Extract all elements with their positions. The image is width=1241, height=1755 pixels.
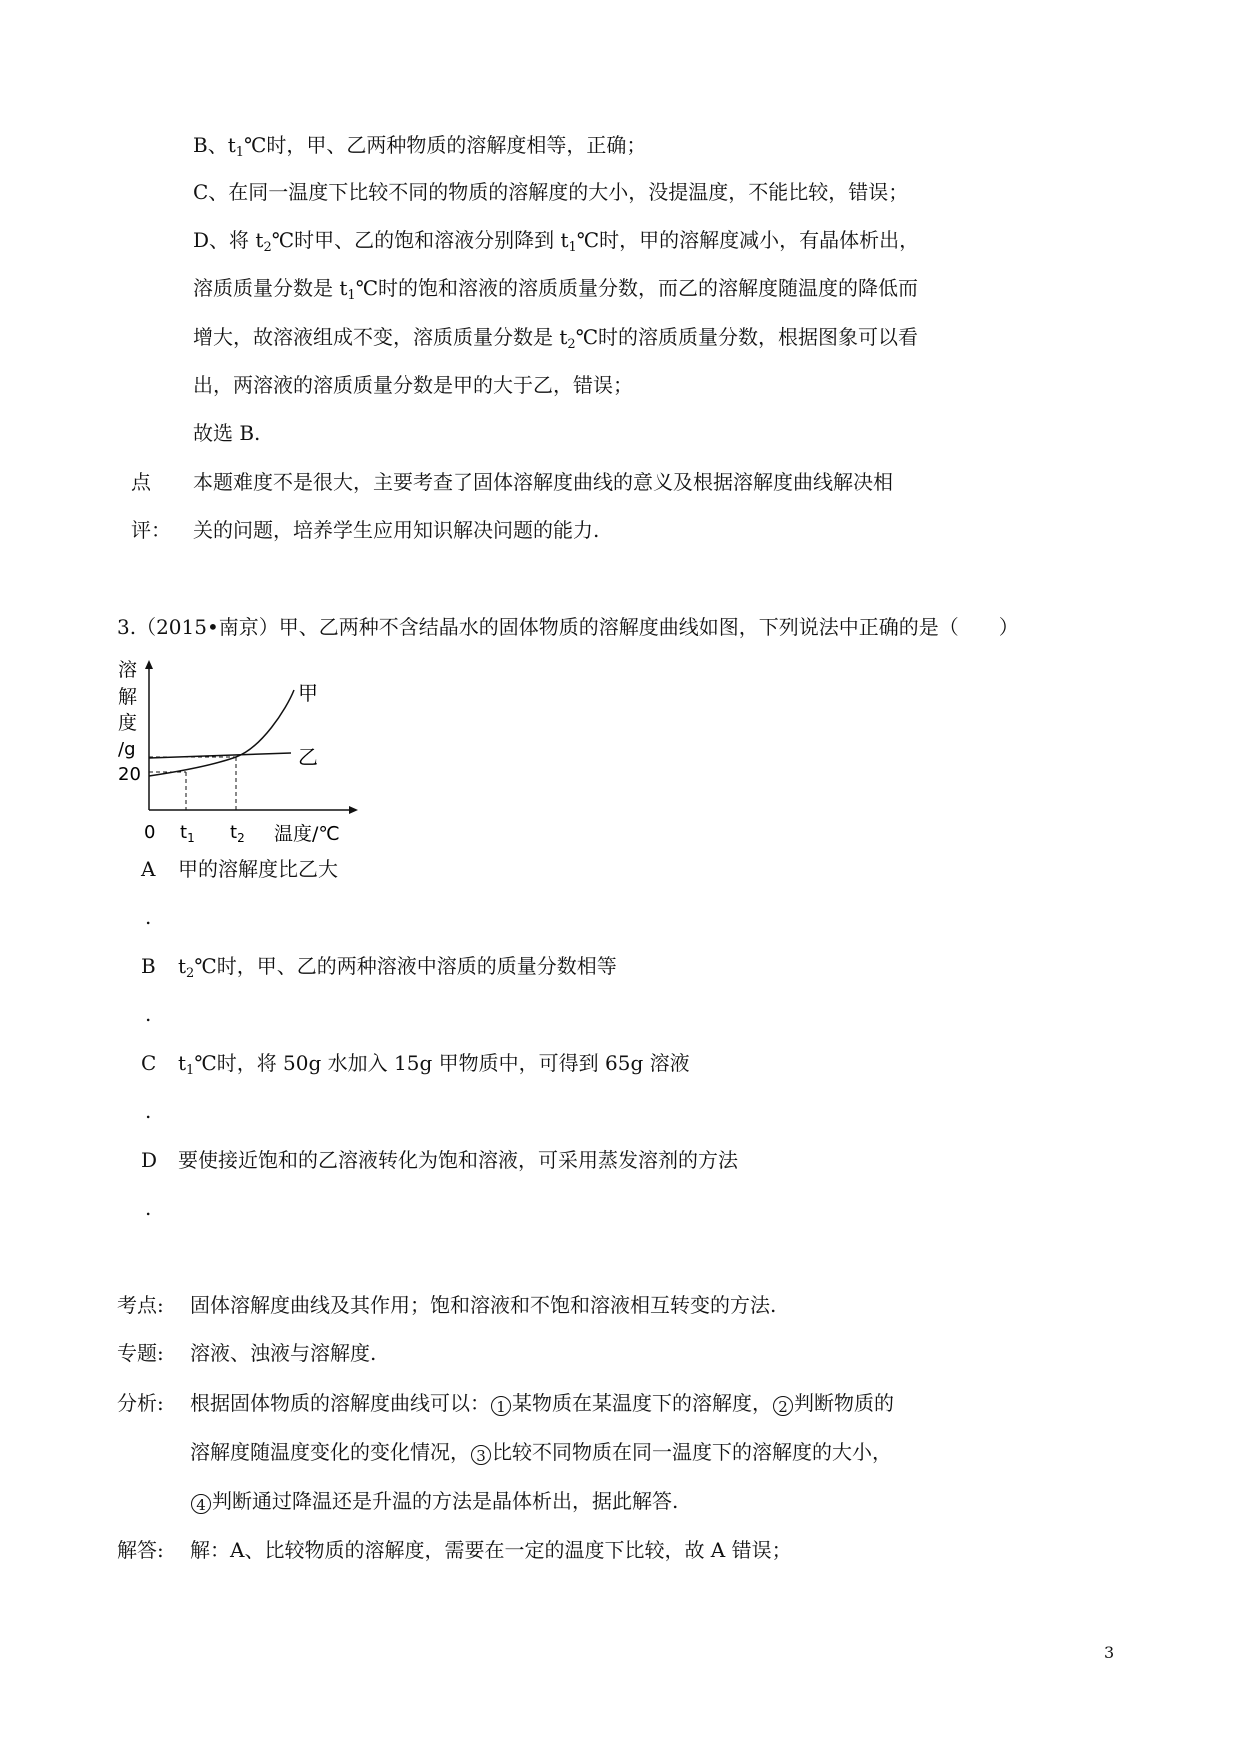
curve-jia [149,690,294,776]
y-label-2: 解 [118,686,138,708]
y-label-3: 度 [118,712,138,734]
solubility-figure [116,660,366,860]
solubility-chart-svg [116,660,366,860]
solution-line-b: B、$t_1℃$时，甲、乙两种物质的溶解度相等，正确； [193,133,647,160]
option-b-dot: . [145,1002,152,1026]
circled-3: 3 [471,1445,491,1465]
circled-4: 4 [191,1494,211,1514]
zhuanti-text: 溶液、浊液与溶解度. [190,1341,377,1365]
option-b-letter: B [141,954,156,978]
solution-line-d3: 增大，故溶液组成不变，溶质质量分数是 $t_2℃$时的溶质质量分数，根据图象可以看 [193,325,919,352]
option-a-letter: A [141,857,156,881]
jieda-text: 解：A、比较物质的溶解度，需要在一定的温度下比较，故 A 错误； [190,1538,792,1562]
option-b-text: $t_2℃$时，甲、乙的两种溶液中溶质的质量分数相等 [178,954,617,981]
option-c-text: $t_1℃$时，将 50g 水加入 15g 甲物质中，可得到 65g 溶液 [178,1051,690,1078]
option-d-dot: . [145,1196,152,1220]
y-label-4: /g [118,739,136,760]
x-axis-label: 温度/℃ [274,823,340,845]
kaodian-label: 考点: [117,1293,164,1317]
kaodian-text: 固体溶解度曲线及其作用；饱和溶液和不饱和溶液相互转变的方法. [190,1293,777,1317]
question-stem: 3.（2015•南京）甲、乙两种不含结晶水的固体物质的溶解度曲线如图，下列说法中正确的是（ ） [117,615,1019,639]
origin-label: 0 [144,822,156,843]
option-c-letter: C [141,1051,157,1075]
solution-line-c: C、在同一温度下比较不同的物质的溶解度的大小，没提温度，不能比较，错误； [193,180,909,204]
circled-2: 2 [773,1396,793,1416]
option-d-text: 要使接近饱和的乙溶液转化为饱和溶液，可采用蒸发溶剂的方法 [178,1148,738,1172]
solution-line-d1: D、将 $t_2℃$时甲、乙的饱和溶液分别降到 $t_1℃$时，甲的溶解度减小，有晶体析出， [193,228,920,255]
circled-1: 1 [491,1396,511,1416]
option-a-dot: . [145,905,152,929]
fenxi-line-2: 溶解度随温度变化的变化情况， 3 比较不同物质在同一温度下的溶解度的大小， [190,1440,892,1465]
curve-jia-label: 甲 [298,681,318,705]
comment-line-2: 关的问题，培养学生应用知识解决问题的能力. [193,518,600,542]
solution-line-d2: 溶质质量分数是 $t_1℃$时的饱和溶液的溶质质量分数，而乙的溶解度随温度的降低而 [193,276,919,303]
comment-label-1: 点 [131,470,151,494]
jieda-label: 解答: [117,1538,164,1562]
x-axis-arrow [349,806,358,814]
option-a-text: 甲的溶解度比乙大 [178,857,338,881]
y-axis-arrow [145,660,153,669]
option-d-letter: D [141,1148,158,1172]
option-c-dot: . [145,1099,152,1123]
x-tick-t1: $t_1$ [180,822,195,845]
solution-line-d4: 出，两溶液的溶质质量分数是甲的大于乙，错误； [193,373,633,397]
fenxi-line-1: 根据固体物质的溶解度曲线可以： 1 某物质在某温度下的溶解度， 2 判断物质的 [190,1391,894,1416]
x-tick-t2: $t_2$ [230,822,245,845]
solution-choice: 故选 B. [193,421,261,445]
y-label-1: 溶 [118,660,138,681]
fenxi-label: 分析: [117,1391,164,1415]
y-tick-20: 20 [118,764,141,785]
comment-label-2: 评： [131,518,171,542]
comment-line-1: 本题难度不是很大，主要考查了固体溶解度曲线的意义及根据溶解度曲线解决相 [193,470,893,494]
curve-yi-label: 乙 [298,745,318,769]
fenxi-line-3: 4 判断通过降温还是升温的方法是晶体析出，据此解答. [190,1491,678,1514]
zhuanti-label: 专题: [117,1341,164,1365]
page-number: 3 [1104,1643,1115,1662]
